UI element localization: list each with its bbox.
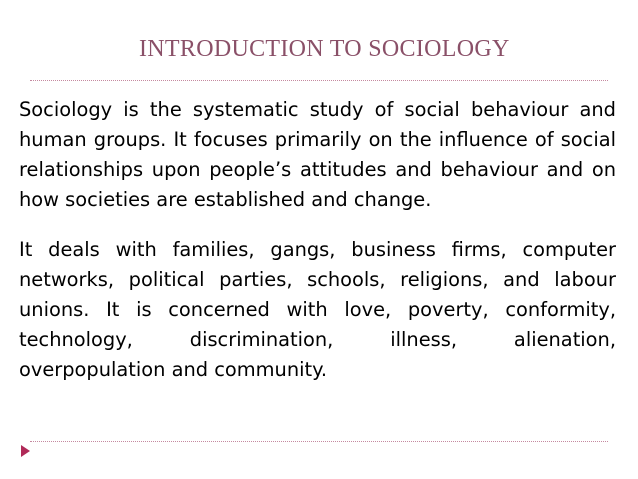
triangle-right-icon [21, 445, 30, 457]
footer-divider [30, 441, 608, 442]
body-paragraph-definition: Sociology is the systematic study of social behaviour and human groups. It focuses primarily on the influence of social relationships upon people’s attitudes and behaviour and on how societies are established and change. [19, 98, 616, 211]
title-divider [30, 80, 608, 81]
body-paragraph-scope: It deals with families, gangs, business firms, computer networks, political parties, schools, religions, and labour unions. It is concerned with love, poverty, conformity, technology, discrimination, illness, alienation, overpopulation and community. [19, 238, 616, 381]
slide-body [19, 95, 616, 385]
slide-title: INTRODUCTION TO SOCIOLOGY [139, 36, 510, 62]
